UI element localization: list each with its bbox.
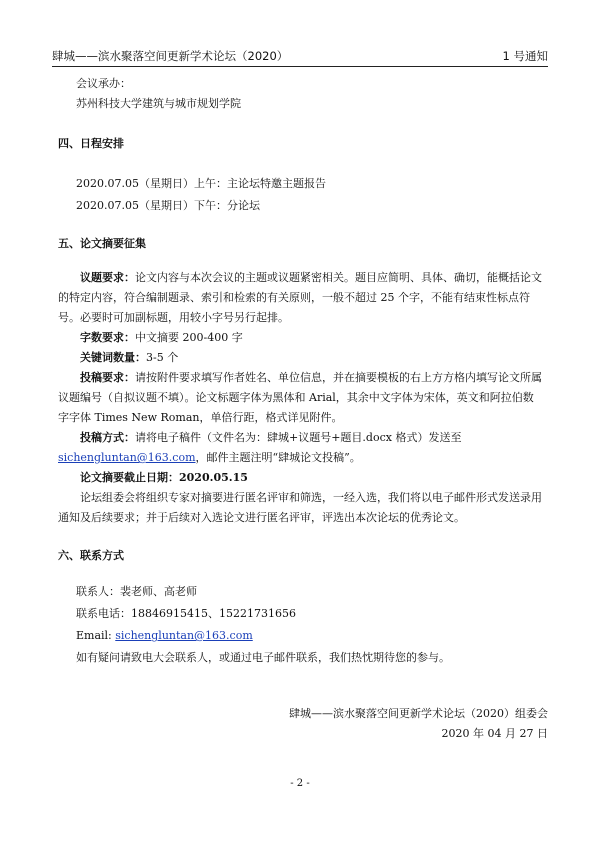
schedule-section [58, 134, 542, 154]
keyword-requirement [58, 348, 542, 368]
submit-method-text-1: 请将电子稿件（文件名为：肆城+议题号+题目.docx 格式）发送至 [135, 431, 462, 444]
signature-date: 2020 年 04 月 27 日 [441, 727, 548, 740]
schedule-item-afternoon: 2020.07.05（星期日）下午：分论坛 [76, 199, 260, 212]
deadline [58, 468, 542, 488]
deadline-value: 2020.05.15 [179, 471, 248, 484]
words-text: 中文摘要 200-400 字 [135, 331, 243, 344]
signature-block [289, 704, 548, 744]
words-label: 字数要求： [80, 331, 135, 344]
contact-email-link[interactable]: sichengluntan@163.com [115, 629, 253, 642]
schedule-list [58, 174, 542, 216]
keywords-text: 3-5 个 [146, 351, 179, 364]
submission-method [58, 428, 542, 468]
word-requirement [58, 328, 542, 348]
submit-method-label: 投稿方式： [80, 431, 135, 444]
contact-title: 六、联系方式 [58, 549, 124, 562]
schedule-title: 四、日程安排 [58, 137, 124, 150]
submit-req-text: 请按附件要求填写作者姓名、单位信息，并在摘要模板的右上方方格内填写论文所属议题编号（自拟议题不填）。论文标题字体为黑体和 Arial，其余中文字体为宋体，英文和阿拉伯数字字体 Times New Roman，单倍行距，格式详见附件。 [58, 371, 542, 424]
header-notice-number: 1 号通知 [502, 49, 548, 63]
keywords-label: 关键词数量： [80, 351, 146, 364]
contact-note: 如有疑问请致电大会联系人，或通过电子邮件联系，我们热忱期待您的参与。 [76, 651, 450, 664]
abstracts-body [58, 268, 542, 528]
submission-requirement [58, 368, 542, 428]
contact-phone: 联系电话：18846915415、15221731656 [76, 607, 296, 620]
page-number: - 2 - [290, 778, 310, 789]
signature-org: 肆城——滨水聚落空间更新学术论坛（2020）组委会 [289, 707, 548, 720]
contact-body [58, 582, 542, 668]
submit-method-text-2: ，邮件主题注明“肆城论文投稿”。 [195, 451, 361, 464]
contact-email-row [58, 626, 542, 646]
submit-req-label: 投稿要求： [80, 371, 135, 384]
schedule-item-morning: 2020.07.05（星期日）上午：主论坛特邀主题报告 [76, 177, 326, 190]
organizer-label: 会议承办： [76, 77, 131, 90]
abstracts-section [58, 234, 542, 254]
topic-text: 论文内容与本次会议的主题或议题紧密相关。题目应简明、具体、确切，能概括论文的特定内容，符合编制题录、索引和检索的有关原则，一般不超过 25 个字，不能有结束性标点符号。必要时可加副标题，用较小字号另行起排。 [58, 271, 542, 324]
deadline-label: 论文摘要截止日期： [80, 471, 179, 484]
contact-people: 联系人：裴老师、高老师 [76, 585, 197, 598]
contact-email-label: Email: [76, 629, 116, 642]
organizer-value: 苏州科技大学建筑与城市规划学院 [76, 97, 241, 110]
topic-label: 议题要求： [80, 271, 135, 284]
organizer-block [58, 74, 542, 114]
page-header [52, 44, 548, 67]
abstracts-title: 五、论文摘要征集 [58, 237, 146, 250]
review-note: 论坛组委会将组织专家对摘要进行匿名评审和筛选，一经入选，我们将以电子邮件形式发送录用通知及后续要求；并于后续对入选论文进行匿名评审，评选出本次论坛的优秀论文。 [58, 491, 542, 524]
contact-section [58, 546, 542, 566]
submit-email-link[interactable]: sichengluntan@163.com [58, 451, 196, 464]
topic-requirement [58, 268, 542, 328]
header-title: 肆城——滨水聚落空间更新学术论坛（2020） [52, 49, 289, 63]
